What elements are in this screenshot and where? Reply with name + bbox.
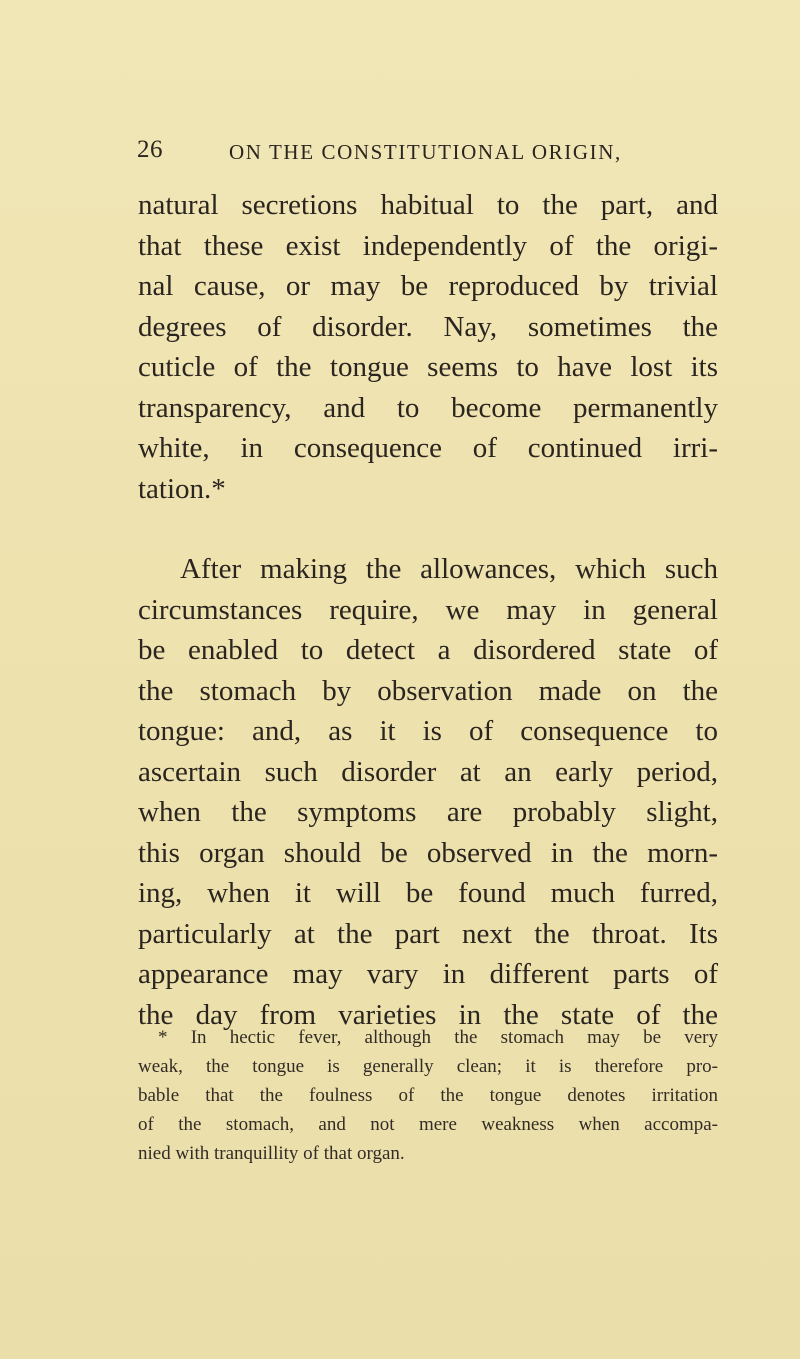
text-line: nal cause, or may be reproduced by trivial (138, 270, 718, 302)
text-line: ascertain such disorder at an early period, (138, 755, 718, 788)
text-line: After making the allowances, which such (180, 553, 718, 585)
text-line: that these exist independently of the origi- (138, 229, 718, 262)
footnote-line: weak, the tongue is generally clean; it is therefore pro- (138, 1056, 718, 1077)
text-line: appearance may vary in different parts of (138, 958, 718, 990)
paragraph-2 (138, 549, 718, 1035)
text-line: cuticle of the tongue seems to have lost its (138, 351, 718, 383)
page-header (0, 136, 800, 176)
text-line: circumstances require, we may in general (138, 593, 718, 626)
text-line: transparency, and to become permanently (138, 391, 718, 424)
footnote (138, 1023, 718, 1168)
footnote-line: * In hectic fever, although the stomach may be very (158, 1027, 718, 1048)
footnote-line: of the stomach, and not mere weakness when accompa- (138, 1114, 718, 1135)
paragraph-1 (138, 185, 718, 509)
text-line: natural secretions habitual to the part, and (138, 189, 718, 221)
page-number: 26 (137, 136, 163, 163)
text-line: the stomach by observation made on the (138, 674, 718, 707)
text-line: tongue: and, as it is of consequence to (138, 715, 718, 747)
text-line: degrees of disorder. Nay, sometimes the (138, 310, 718, 343)
footnote-line: nied with tranquillity of that organ. (138, 1143, 405, 1164)
text-line: particularly at the part next the throat. Its (138, 917, 718, 950)
body-text (138, 185, 718, 1035)
text-line: when the symptoms are probably slight, (138, 796, 718, 828)
footnote-line: bable that the foulness of the tongue denotes irritation (138, 1085, 718, 1106)
paragraph-gap (138, 509, 718, 549)
text-line: be enabled to detect a disordered state of (138, 634, 718, 666)
running-title: ON THE CONSTITUTIONAL ORIGIN, (229, 140, 622, 164)
text-line: this organ should be observed in the morn- (138, 836, 718, 869)
text-line: the day from varieties in the state of the (138, 998, 718, 1031)
text-line: white, in consequence of continued irri- (138, 432, 718, 464)
text-line: ing, when it will be found much furred, (138, 877, 718, 909)
text-line: tation.* (138, 472, 226, 505)
